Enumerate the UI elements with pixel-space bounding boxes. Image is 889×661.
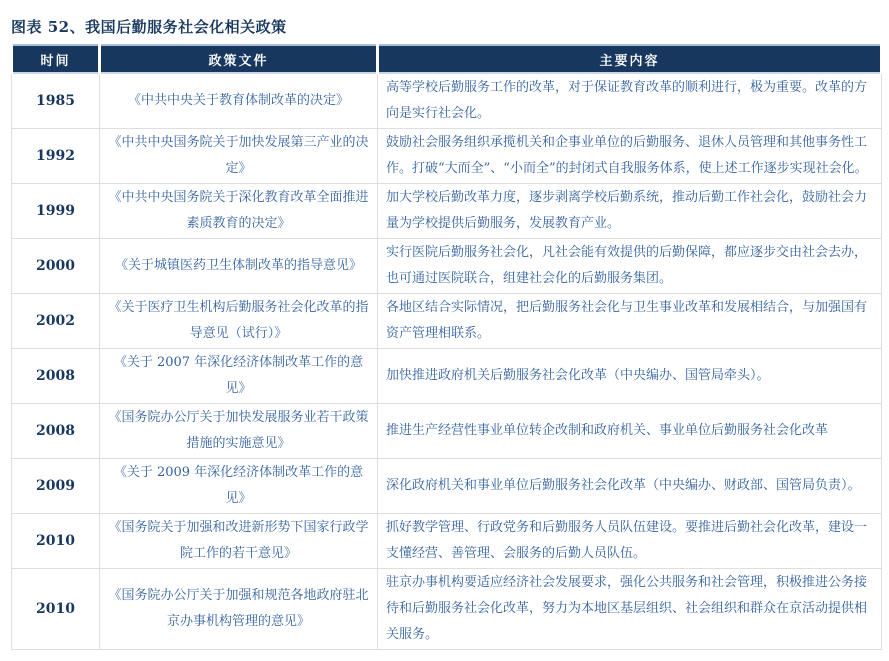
- table-row: [12, 459, 882, 514]
- table-header-row: [12, 45, 882, 73]
- year-cell: 2008: [12, 404, 100, 459]
- year-cell: 1985: [12, 73, 100, 129]
- year-cell: 2010: [12, 569, 100, 650]
- table-row: [12, 349, 882, 404]
- year-cell: 2008: [12, 349, 100, 404]
- table-row: [12, 294, 882, 349]
- year-cell: 1999: [12, 184, 100, 239]
- policy-cell: 《国务院办公厅关于加快发展服务业若干政策措施的实施意见》: [100, 404, 378, 459]
- year-cell: 1992: [12, 129, 100, 184]
- content-cell: 抓好教学管理、行政党务和后勤服务人员队伍建设。要推进后勤社会化改革，建设一支懂经营、善管理、会服务的后勤人员队伍。: [378, 514, 882, 569]
- table-row: [12, 184, 882, 239]
- content-cell: 驻京办事机构要适应经济社会发展要求，强化公共服务和社会管理，积极推进公务接待和后勤服务社会化改革，努力为本地区基层组织、社会组织和群众在京活动提供相关服务。: [378, 569, 882, 650]
- header-policy-document: 政策文件: [100, 45, 378, 73]
- policy-cell: 《国务院关于加强和改进新形势下国家行政学院工作的若干意见》: [100, 514, 378, 569]
- table-body: [12, 73, 882, 650]
- header-main-content: 主要内容: [378, 45, 882, 73]
- policy-cell: 《关于 2009 年深化经济体制改革工作的意见》: [100, 459, 378, 514]
- content-cell: 各地区结合实际情况，把后勤服务社会化与卫生事业改革和发展相结合，与加强国有资产管理相联系。: [378, 294, 882, 349]
- year-cell: 2002: [12, 294, 100, 349]
- policy-cell: 《关于城镇医药卫生体制改革的指导意见》: [100, 239, 378, 294]
- table-row: [12, 239, 882, 294]
- content-cell: 加大学校后勤改革力度，逐步剥离学校后勤系统，推动后勤工作社会化，鼓励社会力量为学校提供后勤服务，发展教育产业。: [378, 184, 882, 239]
- policy-cell: 《中共中央国务院关于加快发展第三产业的决定》: [100, 129, 378, 184]
- year-cell: 2009: [12, 459, 100, 514]
- content-cell: 深化政府机关和事业单位后勤服务社会化改革（中央编办、财政部、国管局负责）。: [378, 459, 882, 514]
- policy-cell: 《国务院办公厅关于加强和规范各地政府驻北京办事机构管理的意见》: [100, 569, 378, 650]
- table-row: [12, 404, 882, 459]
- policy-table: [10, 44, 883, 650]
- table-row: [12, 129, 882, 184]
- year-cell: 2000: [12, 239, 100, 294]
- table-title: 图表 52、我国后勤服务社会化相关政策: [11, 18, 287, 36]
- policy-cell: 《关于医疗卫生机构后勤服务社会化改革的指导意见（试行）》: [100, 294, 378, 349]
- table-row: [12, 514, 882, 569]
- policy-cell: 《中共中央国务院关于深化教育改革全面推进素质教育的决定》: [100, 184, 378, 239]
- content-cell: 鼓励社会服务组织承揽机关和企事业单位的后勤服务、退休人员管理和其他事务性工作。打破“大而全”、“小而全”的封闭式自我服务体系，使上述工作逐步实现社会化。: [378, 129, 882, 184]
- content-cell: 高等学校后勤服务工作的改革，对于保证教育改革的顺利进行，极为重要。改革的方向是实行社会化。: [378, 73, 882, 129]
- year-cell: 2010: [12, 514, 100, 569]
- table-row: [12, 569, 882, 650]
- policy-cell: 《中共中央关于教育体制改革的决定》: [100, 73, 378, 129]
- content-cell: 推进生产经营性事业单位转企改制和政府机关、事业单位后勤服务社会化改革: [378, 404, 882, 459]
- policy-cell: 《关于 2007 年深化经济体制改革工作的意见》: [100, 349, 378, 404]
- table-row: [12, 73, 882, 129]
- content-cell: 实行医院后勤服务社会化，凡社会能有效提供的后勤保障，都应逐步交由社会去办，也可通过医院联合，组建社会化的后勤服务集团。: [378, 239, 882, 294]
- header-time: 时间: [12, 45, 100, 73]
- content-cell: 加快推进政府机关后勤服务社会化改革（中央编办、国管局牵头）。: [378, 349, 882, 404]
